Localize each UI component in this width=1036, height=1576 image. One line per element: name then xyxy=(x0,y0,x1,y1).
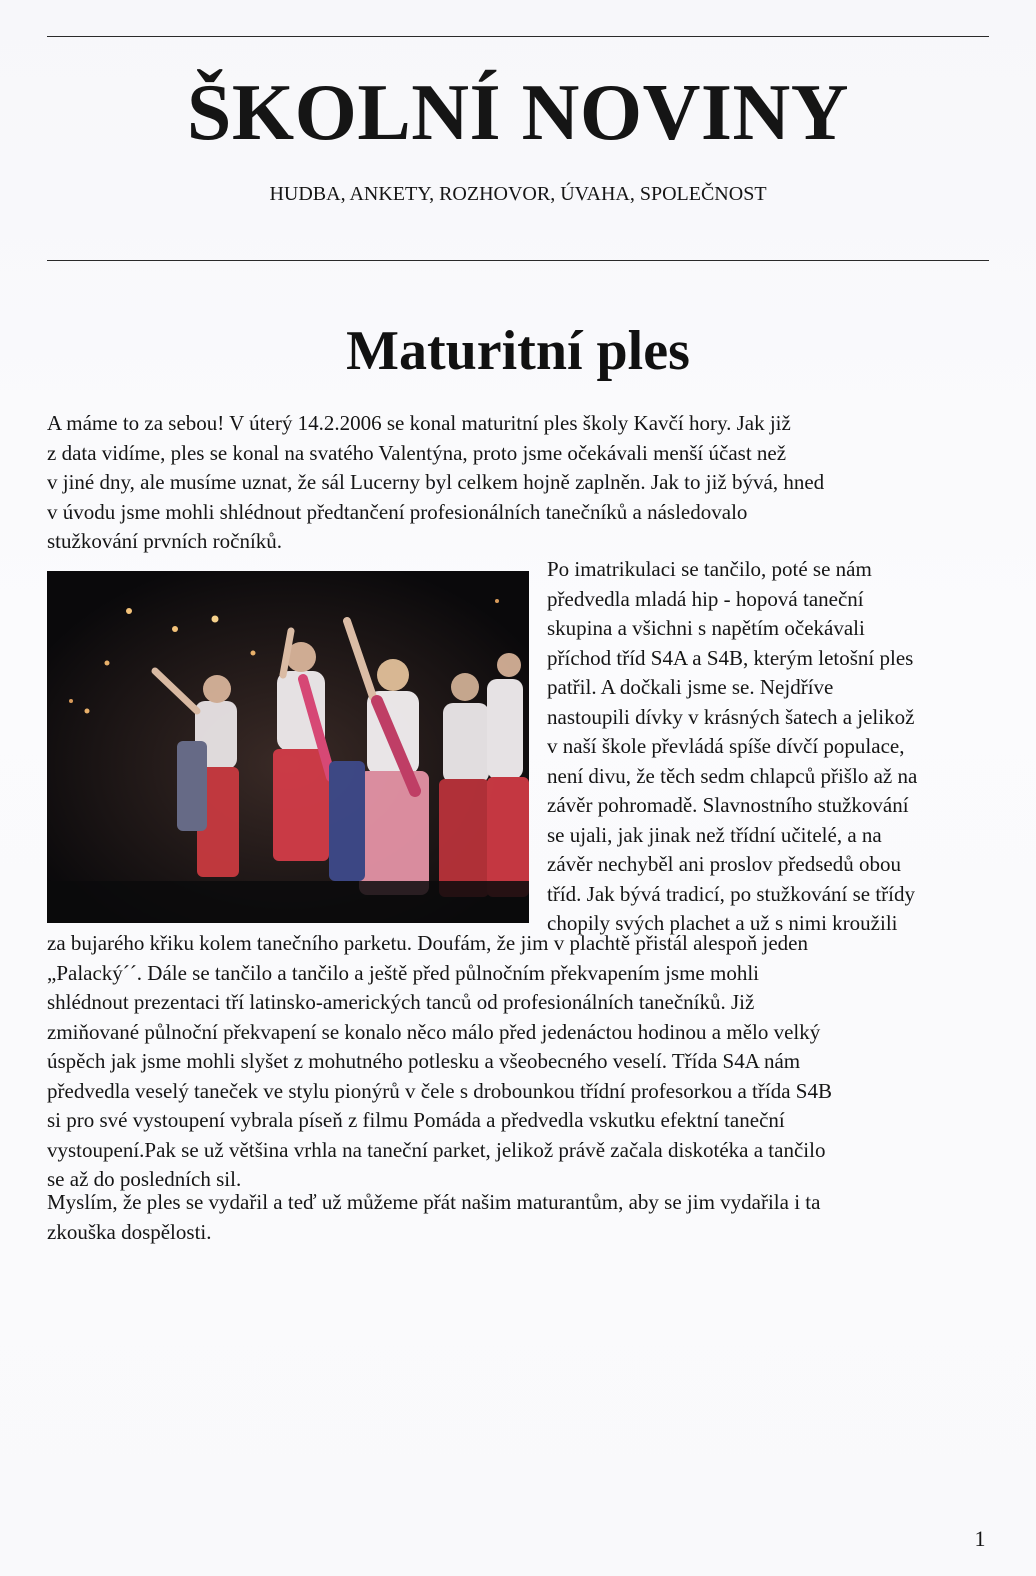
cont-line: úspěch jak jsme mohli slyšet z mohutného potlesku a všeobecného veselí. Třída S4A nám xyxy=(47,1049,801,1073)
intro-line: v úvodu jsme mohli shlédnout předtančení profesionálních tanečníků a následovalo xyxy=(47,499,748,524)
cont-line: si pro své vystoupení vybrala píseň z filmu Pomáda a předvedla vskutku efektní taneční xyxy=(47,1108,785,1132)
side-line: skupina a všichni s napětím očekávali xyxy=(547,616,865,640)
article-continuation xyxy=(47,929,997,1195)
article-side-column xyxy=(547,555,997,939)
intro-line: A máme to za sebou! V úterý 14.2.2006 se konal maturitní ples školy Kavčí hory. Jak již xyxy=(47,411,791,435)
side-line: závěr pohromadě. Slavnostního stužkování xyxy=(547,793,909,817)
masthead-title: ŠKOLNÍ NOVINY xyxy=(186,69,850,157)
intro-line: z data vidíme, ples se konal na svatého Valentýna, proto jsme očekávali menší účast než xyxy=(47,440,787,465)
closing-line: Myslím, že ples se vydařil a teď už můžeme přát našim maturantům, aby se jim vydařila i ta xyxy=(47,1190,821,1214)
cont-line: shlédnout prezentaci tří latinsko-amerických tanců od profesionálních tanečníků. Již xyxy=(47,990,755,1014)
page-number: 1 xyxy=(974,1526,986,1551)
side-line: nastoupili dívky v krásných šatech a jelikož xyxy=(547,704,915,729)
intro-line: stužkování prvních ročníků. xyxy=(47,529,283,553)
side-line: příchod tříd S4A a S4B, kterým letošní ples xyxy=(547,645,914,670)
dancers-image xyxy=(47,571,529,923)
cont-line: „Palacký´´. Dále se tančilo a tančilo a ještě před půlnočním překvapením jsme mohli xyxy=(47,960,760,985)
side-line: předvedla mladá hip - hopová taneční xyxy=(547,586,864,611)
side-line: se ujali, jak jinak než třídní učitelé, a na xyxy=(547,822,882,847)
article-closing xyxy=(47,1188,997,1247)
side-line: závěr nechyběl ani proslov předsedů obou xyxy=(547,852,901,876)
top-rule xyxy=(47,36,989,37)
masthead-rule xyxy=(47,260,989,261)
masthead-sections: HUDBA, ANKETY, ROZHOVOR, ÚVAHA, SPOLEČNOST xyxy=(269,183,767,205)
ball-photo xyxy=(47,571,529,923)
cont-line: vystoupení.Pak se už většina vrhla na taneční parket, jelikož právě začala diskotéka a tančilo xyxy=(47,1137,826,1162)
side-line: patřil. A dočkali jsme se. Nejdříve xyxy=(547,675,834,699)
cont-line: zmiňované půlnoční překvapení se konalo něco málo před jedenáctou hodinou a mělo velký xyxy=(47,1019,821,1044)
side-line: v naší škole převládá spíše dívčí populace, xyxy=(547,734,905,758)
cont-line: předvedla veselý taneček ve stylu pionýrů v čele s drobounkou třídní profesorkou a třída S4B xyxy=(47,1078,832,1103)
intro-line: v jiné dny, ale musíme uznat, že sál Lucerny byl celkem hojně zaplněn. Jak to již bývá, hned xyxy=(47,470,825,494)
side-line: Po imatrikulaci se tančilo, poté se nám xyxy=(547,557,872,581)
side-line: tříd. Jak bývá tradicí, po stužkování se třídy xyxy=(547,881,916,906)
side-line: chopily svých plachet a už s nimi kroužili xyxy=(547,911,898,935)
article-intro xyxy=(47,409,967,557)
cont-line: za bujarého křiku kolem tanečního parketu. Doufám, že jim v plachtě přistál alespoň jeden xyxy=(47,931,808,955)
cont-line: se až do posledních sil. xyxy=(47,1167,242,1191)
closing-line: zkouška dospělosti. xyxy=(47,1219,212,1244)
side-line: není divu, že těch sedm chlapců přišlo až na xyxy=(547,763,918,788)
article-headline: Maturitní ples xyxy=(346,320,690,382)
